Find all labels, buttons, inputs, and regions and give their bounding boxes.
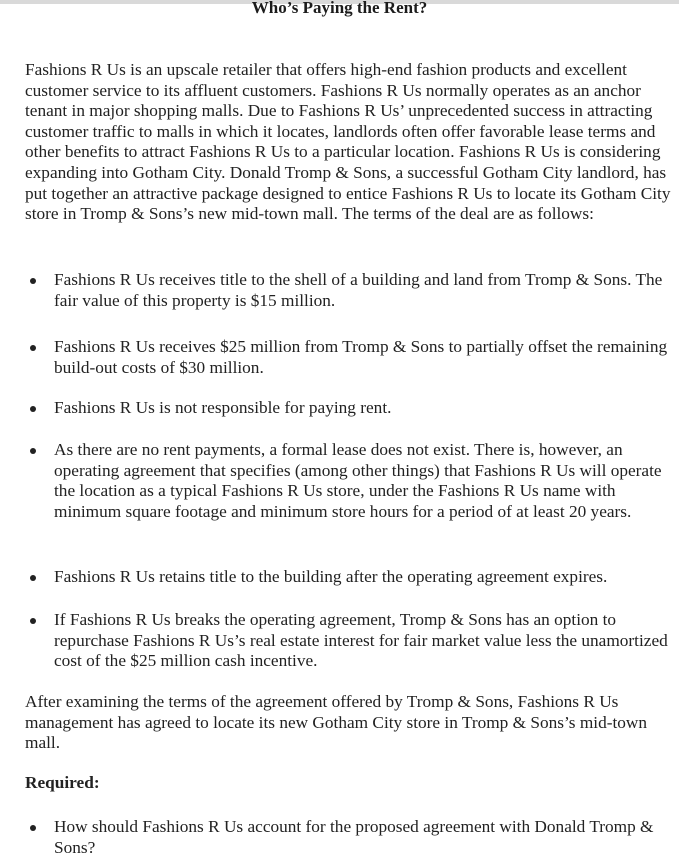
bullet-icon (30, 618, 36, 624)
bullet-icon (30, 345, 36, 351)
bullet-icon (30, 406, 36, 412)
term-text: Fashions R Us receives $25 million from Tromp & Sons to partially offset the remaining build-out costs of $30 million. (54, 337, 668, 377)
bullet-icon (30, 575, 36, 581)
term-text: Fashions R Us retains title to the building after the operating agreement expires. (54, 567, 608, 586)
term-text: Fashions R Us receives title to the shell of a building and land from Tromp & Sons. The fair value of this property is $15 million. (54, 270, 663, 310)
bullet-icon (30, 448, 36, 454)
intro-paragraph: Fashions R Us is an upscale retailer that offers high-end fashion products and excellent customer service to its affluent customers. Fashions R Us normally operates as an anchor tenant in major shopping malls. Due to Fashions R Us’ unprecedented success in attracting customer traffic to malls in which it locates, landlords often offer favorable lease terms and other benefits to attract Fashions R Us to a particular location. Fashions R Us is considering expanding into Gotham City. Donald Tromp & Sons, a successful Gotham City landlord, has put together an attractive package designed to entice Fashions R Us to locate its Gotham City store in Tromp & Sons’s new mid-town mall. The terms of the deal are as follows: (25, 60, 671, 224)
bullet-icon (30, 825, 36, 831)
required-text: How should Fashions R Us account for the proposed agreement with Donald Tromp & Sons? (54, 817, 654, 857)
conclusion-paragraph: After examining the terms of the agreement offered by Tromp & Sons, Fashions R Us management has agreed to locate its new Gotham City store in Tromp & Sons’s mid-town mall. (25, 692, 648, 753)
term-text: As there are no rent payments, a formal lease does not exist. There is, however, an operating agreement that specifies (among other things) that Fashions R Us will operate the location as a typical Fashions R Us store, under the Fashions R Us name with minimum square footage and minimum store hours for a period of at least 20 years. (54, 440, 662, 521)
bullet-icon (30, 278, 36, 284)
required-heading: Required: (25, 773, 100, 792)
term-text: Fashions R Us is not responsible for paying rent. (54, 398, 392, 417)
page-title: Who’s Paying the Rent? (251, 0, 428, 17)
term-text: If Fashions R Us breaks the operating agreement, Tromp & Sons has an option to repurchase Fashions R Us’s real estate interest for fair market value less the unamortized cost of the $25 million cash incentive. (54, 610, 668, 671)
